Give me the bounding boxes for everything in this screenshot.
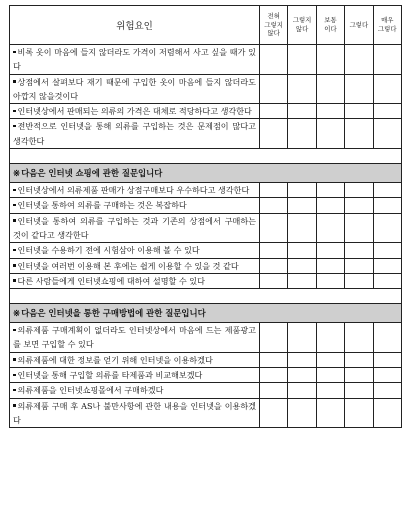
answer-cell[interactable] bbox=[345, 398, 373, 428]
answer-cell[interactable] bbox=[316, 45, 344, 75]
question-text: 인터넷상에서 판매되는 의류의 가격은 대체로 적당하다고 생각한다 bbox=[10, 104, 260, 119]
answer-cell[interactable] bbox=[288, 183, 316, 198]
question-row bbox=[10, 119, 402, 149]
option-label-line: 그렇지 bbox=[264, 20, 283, 29]
bullet-icon bbox=[13, 358, 16, 361]
section-title: 다음은 인터넷 쇼핑에 관한 질문입니다 bbox=[21, 168, 163, 179]
survey-table bbox=[9, 5, 402, 428]
reference-mark-icon: ※ bbox=[13, 309, 21, 320]
answer-cell[interactable] bbox=[373, 183, 401, 198]
answer-cell[interactable] bbox=[373, 368, 401, 383]
answer-cell[interactable] bbox=[260, 258, 288, 273]
answer-cell[interactable] bbox=[373, 323, 401, 353]
answer-cell[interactable] bbox=[288, 104, 316, 119]
answer-cell[interactable] bbox=[316, 119, 344, 149]
option-strongly-agree bbox=[373, 6, 401, 45]
answer-cell[interactable] bbox=[345, 383, 373, 398]
option-label-line: 그렇다 bbox=[349, 20, 369, 29]
bullet-icon bbox=[13, 189, 16, 192]
answer-cell[interactable] bbox=[288, 119, 316, 149]
answer-cell[interactable] bbox=[373, 198, 401, 213]
spacer-row bbox=[10, 149, 402, 164]
question-row bbox=[10, 213, 402, 243]
answer-cell[interactable] bbox=[316, 323, 344, 353]
answer-cell[interactable] bbox=[288, 45, 316, 75]
answer-cell[interactable] bbox=[288, 213, 316, 243]
answer-cell[interactable] bbox=[345, 45, 373, 75]
question-row bbox=[10, 368, 402, 383]
question-row bbox=[10, 352, 402, 367]
answer-cell[interactable] bbox=[260, 243, 288, 258]
answer-cell[interactable] bbox=[316, 273, 344, 288]
answer-cell[interactable] bbox=[260, 213, 288, 243]
header-row bbox=[10, 6, 402, 45]
answer-cell[interactable] bbox=[373, 119, 401, 149]
answer-cell[interactable] bbox=[260, 183, 288, 198]
answer-cell[interactable] bbox=[260, 273, 288, 288]
option-label-line: 않다 bbox=[267, 29, 280, 38]
answer-cell[interactable] bbox=[345, 273, 373, 288]
answer-cell[interactable] bbox=[373, 74, 401, 104]
option-label-line: 매우 bbox=[381, 16, 394, 25]
answer-cell[interactable] bbox=[345, 323, 373, 353]
bullet-icon bbox=[13, 264, 16, 267]
answer-cell[interactable] bbox=[373, 273, 401, 288]
answer-cell[interactable] bbox=[316, 213, 344, 243]
question-text: 인터넷을 통하여 의류를 구입하는 것과 기존의 상점에서 구매하는 것이 같다고 생각한다 bbox=[10, 213, 260, 243]
answer-cell[interactable] bbox=[345, 213, 373, 243]
answer-cell[interactable] bbox=[345, 368, 373, 383]
question-text: 인터넷상에서 의류제품 판매가 상점구매보다 우수하다고 생각한다 bbox=[10, 183, 260, 198]
bullet-icon bbox=[13, 279, 16, 282]
question-row bbox=[10, 74, 402, 104]
answer-cell[interactable] bbox=[345, 198, 373, 213]
option-label-line: 전혀 bbox=[267, 12, 280, 21]
bullet-icon bbox=[13, 389, 16, 392]
answer-cell[interactable] bbox=[373, 383, 401, 398]
question-row bbox=[10, 198, 402, 213]
answer-cell[interactable] bbox=[288, 398, 316, 428]
question-row bbox=[10, 104, 402, 119]
option-label-line: 보통 bbox=[324, 16, 337, 25]
answer-cell[interactable] bbox=[288, 198, 316, 213]
question-text: 비록 옷이 마음에 들지 않더라도 가격이 저렴해서 사고 싶을 때가 있다 bbox=[10, 45, 260, 75]
answer-cell[interactable] bbox=[288, 74, 316, 104]
answer-cell[interactable] bbox=[260, 104, 288, 119]
question-row bbox=[10, 183, 402, 198]
bullet-icon bbox=[13, 329, 16, 332]
answer-cell[interactable] bbox=[288, 258, 316, 273]
answer-cell[interactable] bbox=[316, 198, 344, 213]
answer-cell[interactable] bbox=[316, 104, 344, 119]
bullet-icon bbox=[13, 374, 16, 377]
answer-cell[interactable] bbox=[373, 352, 401, 367]
question-row bbox=[10, 383, 402, 398]
answer-cell[interactable] bbox=[288, 383, 316, 398]
answer-cell[interactable] bbox=[288, 368, 316, 383]
option-label-line: 그렇다 bbox=[377, 25, 397, 33]
question-row bbox=[10, 398, 402, 428]
question-row bbox=[10, 323, 402, 353]
answer-cell[interactable] bbox=[345, 352, 373, 367]
question-text: 인터넷을 통하여 의류를 구매하는 것은 복잡하다 bbox=[10, 198, 260, 213]
question-row bbox=[10, 258, 402, 273]
option-label-line: 않다 bbox=[295, 25, 309, 33]
section-header bbox=[10, 164, 402, 183]
answer-cell[interactable] bbox=[316, 258, 344, 273]
bullet-icon bbox=[13, 249, 16, 252]
question-row bbox=[10, 243, 402, 258]
answer-cell[interactable] bbox=[316, 74, 344, 104]
answer-cell[interactable] bbox=[345, 119, 373, 149]
bullet-icon bbox=[13, 404, 16, 407]
answer-cell[interactable] bbox=[345, 243, 373, 258]
answer-cell[interactable] bbox=[345, 258, 373, 273]
answer-cell[interactable] bbox=[288, 243, 316, 258]
bullet-icon bbox=[13, 51, 16, 54]
question-text: 의류제품에 대한 정보를 얻기 위해 인터넷을 이용하겠다 bbox=[10, 352, 260, 367]
survey-sheet bbox=[9, 5, 401, 428]
answer-cell[interactable] bbox=[316, 243, 344, 258]
answer-cell[interactable] bbox=[260, 45, 288, 75]
answer-cell[interactable] bbox=[260, 352, 288, 367]
answer-cell[interactable] bbox=[316, 183, 344, 198]
question-text: 상점에서 살펴보다 재기 때문에 구입한 옷이 마음에 들지 않더라도 아깝지 않을것이다 bbox=[10, 74, 260, 104]
answer-cell[interactable] bbox=[260, 368, 288, 383]
answer-cell[interactable] bbox=[260, 383, 288, 398]
bullet-icon bbox=[13, 110, 16, 113]
question-text: 의류제품 구매 후 AS나 불만사항에 관한 내용을 인터넷을 이용하겠다 bbox=[10, 398, 260, 428]
answer-cell[interactable] bbox=[316, 352, 344, 367]
option-neutral bbox=[316, 6, 344, 45]
answer-cell[interactable] bbox=[373, 104, 401, 119]
answer-cell[interactable] bbox=[316, 383, 344, 398]
reference-mark-icon: ※ bbox=[13, 169, 21, 180]
answer-cell[interactable] bbox=[373, 45, 401, 75]
answer-cell[interactable] bbox=[260, 198, 288, 213]
answer-cell[interactable] bbox=[373, 243, 401, 258]
answer-cell[interactable] bbox=[316, 368, 344, 383]
answer-cell[interactable] bbox=[288, 273, 316, 288]
option-agree bbox=[345, 6, 373, 45]
answer-cell[interactable] bbox=[345, 183, 373, 198]
option-strongly-disagree bbox=[260, 6, 288, 45]
option-label-line: 그렇지 bbox=[292, 16, 312, 25]
answer-cell[interactable] bbox=[316, 398, 344, 428]
question-text: 인터넷을 수용하기 전에 시험삼아 이용해 볼 수 있다 bbox=[10, 243, 260, 258]
question-text: 다른 사람들에게 인터넷쇼핑에 대하여 설명할 수 있다 bbox=[10, 273, 260, 288]
answer-cell[interactable] bbox=[288, 323, 316, 353]
answer-cell[interactable] bbox=[373, 258, 401, 273]
answer-cell[interactable] bbox=[373, 213, 401, 243]
bullet-icon bbox=[13, 219, 16, 222]
bullet-icon bbox=[13, 204, 16, 207]
option-disagree bbox=[288, 6, 316, 45]
answer-cell[interactable] bbox=[345, 104, 373, 119]
spacer-row bbox=[10, 289, 402, 304]
answer-cell[interactable] bbox=[260, 74, 288, 104]
risk-factor-header: 위험요인 bbox=[10, 6, 260, 45]
answer-cell[interactable] bbox=[260, 323, 288, 353]
question-text: 의류제품 구매계획이 없더라도 인터넷상에서 마음에 드는 제품광고를 보면 구입할 수 있다 bbox=[10, 323, 260, 353]
section-title: 다음은 인터넷을 통한 구매방법에 관한 질문입니다 bbox=[21, 308, 206, 319]
question-text: 인터넷을 여러번 이용해 본 후에는 쉽게 이용할 수 있을 것 같다 bbox=[10, 258, 260, 273]
bullet-icon bbox=[13, 80, 16, 83]
question-row bbox=[10, 273, 402, 288]
answer-cell[interactable] bbox=[345, 74, 373, 104]
option-label-line: 이다 bbox=[324, 25, 337, 33]
answer-cell[interactable] bbox=[288, 352, 316, 367]
answer-cell[interactable] bbox=[260, 119, 288, 149]
answer-cell[interactable] bbox=[373, 398, 401, 428]
answer-cell[interactable] bbox=[260, 398, 288, 428]
section-header bbox=[10, 304, 402, 323]
question-text: 전반적으로 인터넷을 통해 의류를 구입하는 것은 문제점이 많다고 생각한다 bbox=[10, 119, 260, 149]
bullet-icon bbox=[13, 125, 16, 128]
question-text: 의류제품을 인터넷쇼핑몰에서 구매하겠다 bbox=[10, 383, 260, 398]
question-row bbox=[10, 45, 402, 75]
question-text: 인터넷을 통해 구입할 의류를 타제품과 비교해보겠다 bbox=[10, 368, 260, 383]
